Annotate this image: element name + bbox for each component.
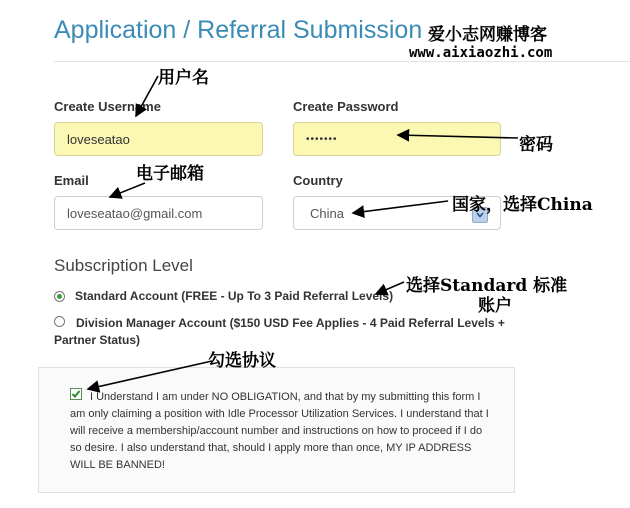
blog-url-annotation: www.aixiaozhi.com bbox=[409, 45, 553, 61]
country-arrow bbox=[353, 201, 448, 213]
standard-annotation-line2: 账户 bbox=[478, 296, 512, 316]
subscription-heading: Subscription Level bbox=[54, 256, 193, 275]
username-label: Create Username bbox=[54, 99, 161, 114]
blog-name-annotation: 爱小志网赚博客 bbox=[428, 25, 547, 45]
standard-option-label: Standard Account (FREE - Up To 3 Paid Referral Levels) bbox=[75, 289, 394, 303]
username-arrow bbox=[136, 76, 158, 116]
password-label: Create Password bbox=[293, 99, 399, 114]
email-value: loveseatao@gmail.com bbox=[67, 205, 203, 221]
email-label: Email bbox=[54, 173, 89, 188]
standard-annotation-line1: 选择Standard 标准 bbox=[406, 276, 568, 296]
username-annotation: 用户名 bbox=[158, 68, 209, 88]
password-annotation: 密码 bbox=[519, 135, 553, 155]
standard-arrow bbox=[376, 282, 404, 294]
agreement-text: I Understand I am under NO OBLIGATION, and that by my submitting this form I am only claiming a position with Idle Processor Utilization Services. I understand that I will receive a membership/account number and instructions on how to proceed if I do so desire. I also understand that, should I apply more than once, MY IP ADDRESS WILL BE BANNED! bbox=[70, 391, 489, 471]
division-option-label: Division Manager Account ($150 USD Fee Applies - 4 Paid Referral Levels + Partner Status) bbox=[54, 316, 505, 347]
password-mask: ••••••• bbox=[306, 133, 338, 145]
password-arrow bbox=[398, 135, 518, 138]
page-title: Application / Referral Submission bbox=[54, 16, 423, 44]
email-arrow bbox=[110, 183, 145, 197]
country-annotation: 国家，选择China bbox=[452, 195, 593, 215]
agree-annotation: 勾选协议 bbox=[208, 351, 276, 371]
email-annotation: 电子邮箱 bbox=[136, 164, 204, 184]
country-label: Country bbox=[293, 173, 343, 188]
username-value: loveseatao bbox=[67, 131, 130, 147]
agree-arrow bbox=[88, 361, 212, 389]
country-value: China bbox=[310, 205, 344, 221]
